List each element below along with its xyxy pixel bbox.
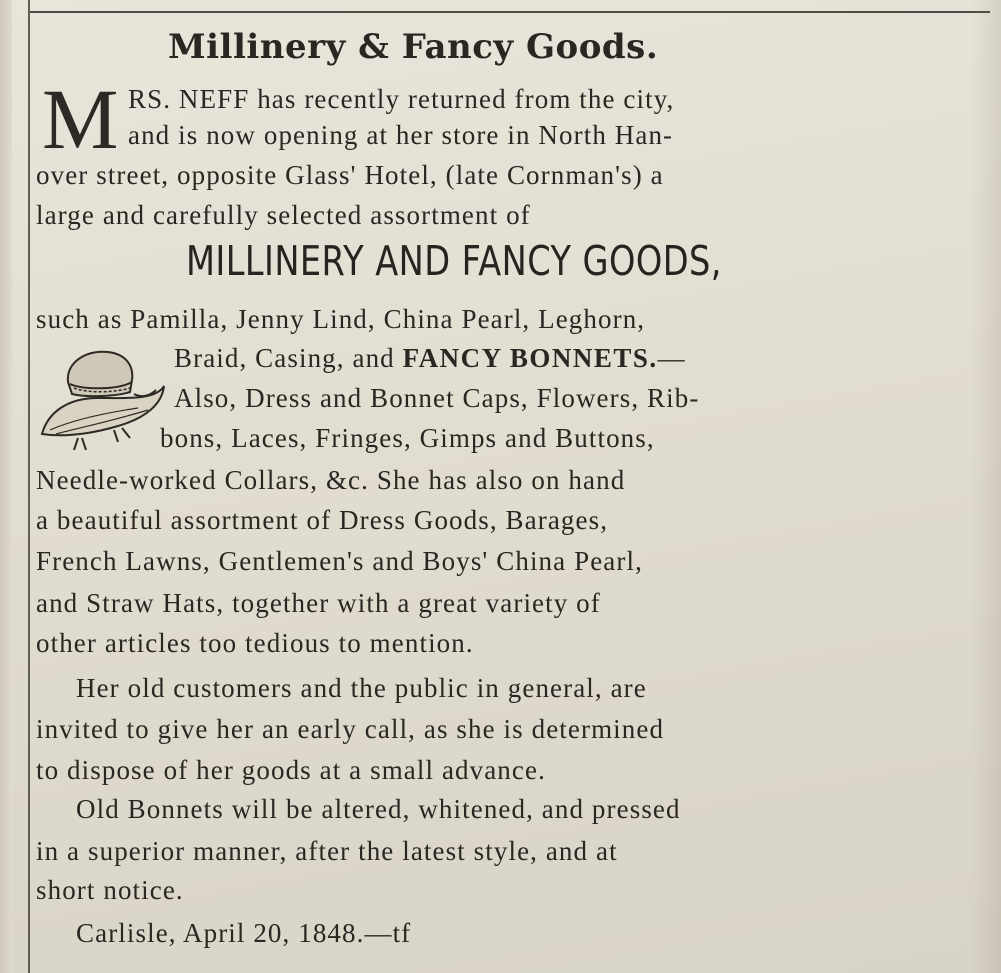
body-line: RS. NEFF has recently returned from the city,: [128, 84, 675, 114]
top-rule: [30, 11, 990, 13]
body-line: short notice.: [36, 875, 184, 905]
drop-cap: M: [42, 71, 119, 167]
adjacent-column-edge: [0, 0, 12, 973]
fancy-bonnets-emphasis: FANCY BONNETS.: [402, 343, 658, 373]
advertisement-heading: Millinery & Fancy Goods.: [168, 27, 659, 67]
column-rule: [28, 0, 30, 973]
page-shadow: [971, 0, 1001, 973]
body-line: and is now opening at her store in North Han-: [128, 120, 674, 150]
body-line: other articles too tedious to mention.: [36, 628, 474, 658]
dateline: Carlisle, April 20, 1848.—tf: [76, 918, 412, 948]
body-line: a beautiful assortment of Dress Goods, Barages,: [36, 505, 609, 535]
body-line: over street, opposite Glass' Hotel, (late Cornman's) a: [36, 160, 664, 190]
dash: —: [657, 343, 686, 373]
body-line: such as Pamilla, Jenny Lind, China Pearl, Leghorn,: [36, 304, 646, 334]
body-line: Needle-worked Collars, &c. She has also on hand: [36, 465, 626, 495]
body-line: [174, 345, 686, 372]
bonnet-icon: [38, 342, 168, 454]
body-line: French Lawns, Gentlemen's and Boys' China Pearl,: [36, 546, 643, 576]
body-line: Her old customers and the public in general, are: [76, 673, 647, 703]
body-line: to dispose of her goods at a small advance.: [36, 755, 546, 785]
body-line: Old Bonnets will be altered, whitened, and pressed: [76, 794, 681, 824]
body-line: large and carefully selected assortment of: [36, 200, 531, 230]
body-line: and Straw Hats, together with a great variety of: [36, 588, 601, 618]
body-line: in a superior manner, after the latest style, and at: [36, 836, 618, 866]
body-line: Also, Dress and Bonnet Caps, Flowers, Rib-: [174, 383, 700, 413]
body-text: Braid, Casing, and: [174, 343, 403, 373]
subheading: MILLINERY AND FANCY GOODS,: [186, 237, 722, 285]
body-line: invited to give her an early call, as she is determined: [36, 714, 665, 744]
body-line: bons, Laces, Fringes, Gimps and Buttons,: [160, 423, 655, 453]
